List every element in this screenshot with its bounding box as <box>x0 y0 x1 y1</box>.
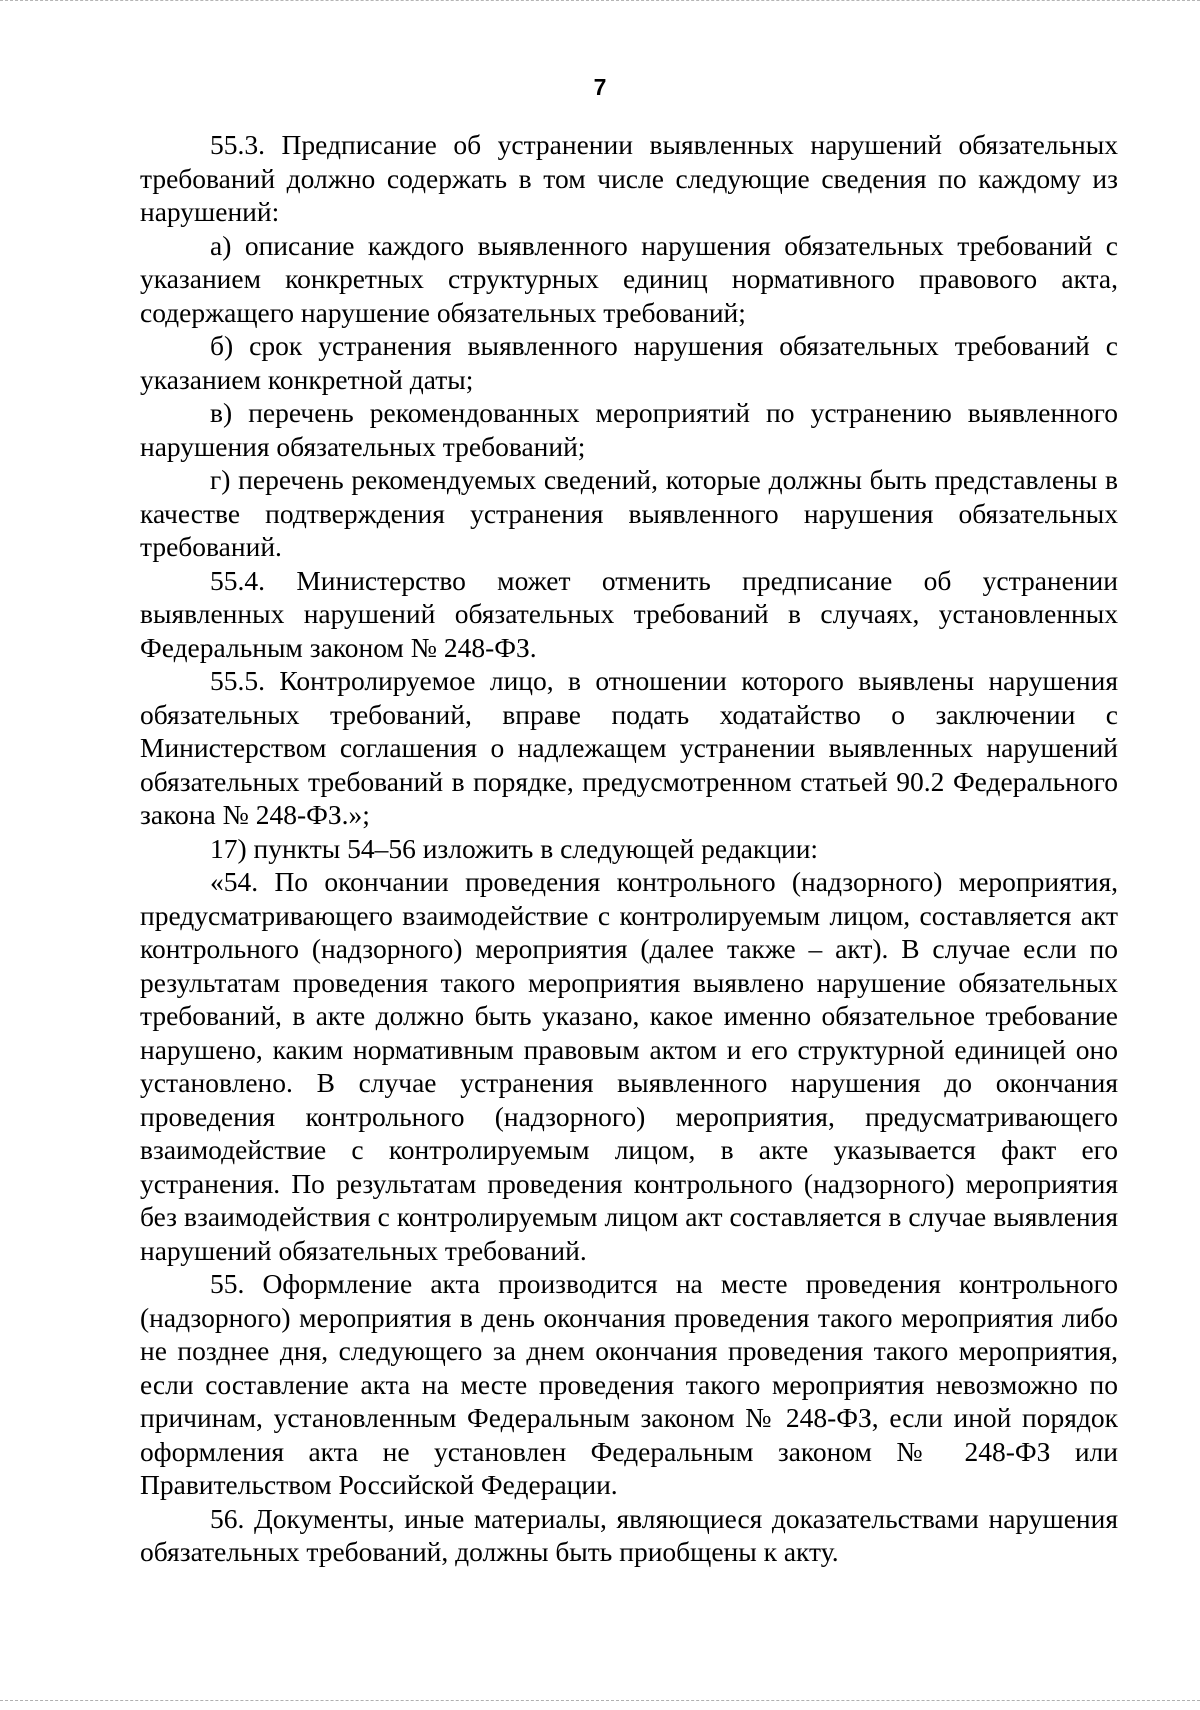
paragraph-55-3: 55.3. Предписание об устранении выявленных нарушений обязательных требований должно содержать в том числе следующие сведения по каждому из нарушений: <box>140 129 1118 227</box>
paragraph-54: «54. По окончании проведения контрольного (надзорного) мероприятия, предусматривающего взаимодействие с контролируемым лицом, составляется акт контрольного (надзорного) мероприятия (далее также – акт). В случае если по результатам проведения такого мероприятия выявлено нарушение обязательных требований, в акте должно быть указано, какое именно обязательное требование нарушено, каким нормативным правовым актом и его структурной единицей оно установлено. В случае устранения выявленного нарушения до окончания проведения контрольного (надзорного) мероприятия, предусматривающего взаимодействие с контролируемым лицом, в акте указывается факт его устранения. По результатам проведения контрольного (надзорного) мероприятия без взаимодействия с контролируемым лицом акт составляется в случае выявления нарушений обязательных требований. <box>140 866 1118 1266</box>
scan-edge-top <box>0 0 1200 3</box>
paragraph-55-5: 55.5. Контролируемое лицо, в отношении которого выявлены нарушения обязательных требований, вправе подать ходатайство о заключении с Министерством соглашения о надлежащем устранении выявленных нарушений обязательных требований в порядке, предусмотренном статьей 90.2 Федерального закона № 248-ФЗ.»; <box>140 665 1118 830</box>
document-body <box>140 128 1118 1569</box>
paragraph-item-v: в) перечень рекомендованных мероприятий по устранению выявленного нарушения обязательных требований; <box>140 397 1118 462</box>
paragraph-item-a: а) описание каждого выявленного нарушения обязательных требований с указанием конкретных структурных единиц нормативного правового акта, содержащего нарушение обязательных требований; <box>140 229 1118 328</box>
page-number: 7 <box>593 74 607 100</box>
paragraph-55: 55. Оформление акта производится на месте проведения контрольного (надзорного) мероприятия в день окончания проведения такого мероприятия либо не позднее дня, следующего за днем окончания проведения такого мероприятия, если составление акта на месте проведения такого мероприятия невозможно по причинам, установленным Федеральным законом № 248-ФЗ, если иной порядок оформления акта не установлен Федеральным законом № 248-ФЗ или Правительством Российской Федерации. <box>140 1268 1118 1500</box>
paragraph-item-b: б) срок устранения выявленного нарушения обязательных требований с указанием конкретной даты; <box>140 330 1118 395</box>
paragraph-item-g: г) перечень рекомендуемых сведений, которые должны быть представлены в качестве подтверждения устранения выявленного нарушения обязательных требований. <box>140 464 1118 562</box>
paragraph-55-4: 55.4. Министерство может отменить предписание об устранении выявленных нарушений обязательных требований в случаях, установленных Федеральным законом № 248-ФЗ. <box>140 564 1118 663</box>
paragraph-56: 56. Документы, иные материалы, являющиеся доказательствами нарушения обязательных требований, должны быть приобщены к акту. <box>140 1502 1118 1567</box>
scan-edge-bottom <box>0 1700 1200 1702</box>
paragraph-item-17: 17) пункты 54–56 изложить в следующей редакции: <box>210 832 819 864</box>
